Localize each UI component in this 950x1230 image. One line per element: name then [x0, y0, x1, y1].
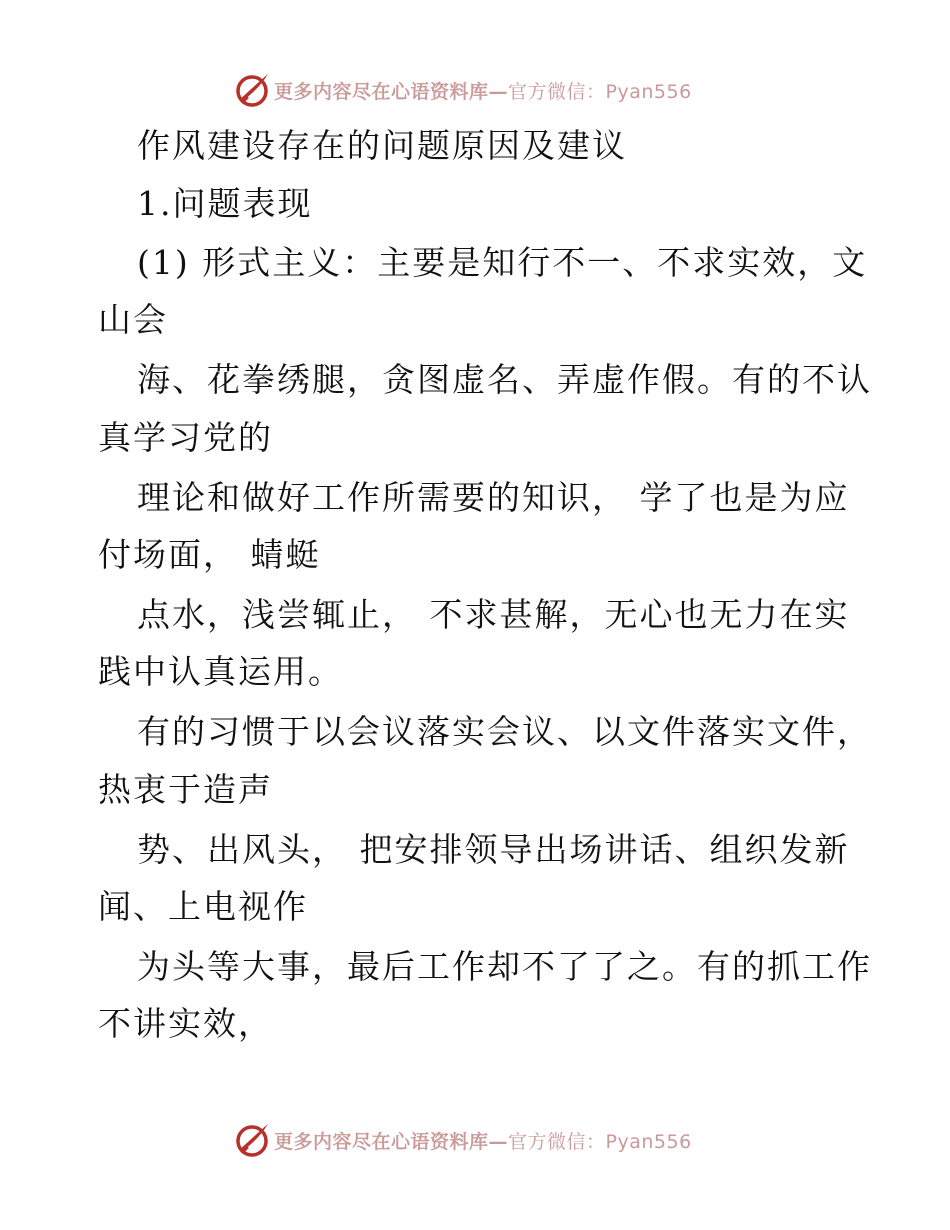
quill-pen-logo-icon — [232, 1120, 272, 1160]
watermark-wechat-label: 官方微信： — [508, 1130, 606, 1153]
watermark-site-text: 更多内容尽在心语资料库— — [274, 1130, 509, 1153]
watermark-wechat-id: Pyan556 — [605, 80, 692, 103]
paragraph-line: 有的习惯于以会议落实会议、以文件落实文件， — [137, 712, 872, 751]
paragraph-line: 海、花拳绣腿，贪图虚名、弄虚作假。有的不认 — [137, 360, 872, 399]
paragraph-line: 势、出风头， 把安排领导出场讲话、组织发新 — [137, 830, 850, 869]
paragraph-line: 真学习党的 — [98, 418, 273, 457]
watermark-wechat-id: Pyan556 — [605, 1130, 692, 1153]
quill-pen-logo-icon — [232, 70, 272, 110]
paragraph-line: (1) 形式主义：主要是知行不一、不求实效，文 — [137, 243, 868, 282]
paragraph-line: 为头等大事，最后工作却不了了之。有的抓工作 — [137, 947, 872, 986]
header-watermark — [232, 70, 692, 110]
watermark-site-text: 更多内容尽在心语资料库— — [274, 80, 509, 103]
paragraph-line: 不讲实效， — [98, 1004, 273, 1043]
paragraph-line: 践中认真运用。 — [98, 652, 343, 691]
watermark-wechat-label: 官方微信： — [508, 80, 606, 103]
paragraph-line: 闻、上电视作 — [98, 887, 308, 926]
paragraph-line: 点水，浅尝辄止， 不求甚解，无心也无力在实 — [137, 595, 850, 634]
section-heading: 1.问题表现 — [137, 184, 313, 223]
footer-watermark — [232, 1120, 692, 1160]
paragraph-line: 热衷于造声 — [98, 770, 273, 809]
doc-title: 作风建设存在的问题原因及建议 — [137, 126, 627, 165]
paragraph-line: 山会 — [98, 300, 168, 339]
paragraph-line: 付场面， 蜻蜓 — [98, 535, 321, 574]
paragraph-line: 理论和做好工作所需要的知识， 学了也是为应 — [137, 478, 850, 517]
